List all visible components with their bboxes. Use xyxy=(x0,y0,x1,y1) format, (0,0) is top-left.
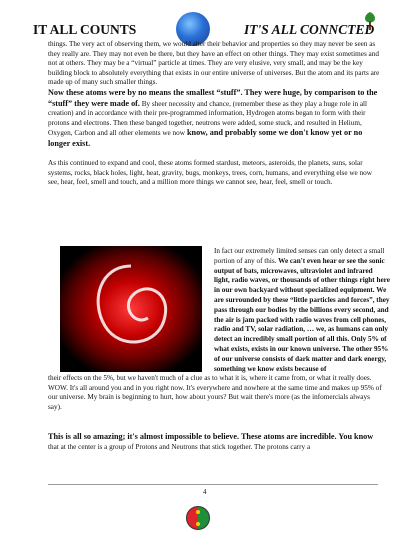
paragraph-3: As this continued to expand and cool, these atoms formed stardust, meteors, asteroids, the planets, suns, solar systems, rocks, black holes, light, heat, gravity, bugs, monkeys, trees, corn, humans, and everything else we now see, hear, feel, smell and touch, and a million more things we cannot see, hear, feel, smell or touch. xyxy=(48,159,372,187)
paragraph-5-bold: This is all so amazing; it's almost impossible to believe. These atoms are incredible. You know xyxy=(48,432,374,441)
header-right-title: IT'S ALL CONNCTED xyxy=(244,22,375,37)
right-column-text xyxy=(214,247,390,374)
yin-yang-icon xyxy=(186,506,210,530)
footer-divider xyxy=(48,484,378,485)
paragraph-4: their effects on the 5%, but we haven't much of a clue as to what it is, where it came from, or what it really does. WOW. It's all around you and in you right now. It's everywhere and nowhere at the same time and makes up 95% of our universe. My brain is beginning to hurt, how about yours? But wait there's more (as the infomercials always say). xyxy=(48,374,382,411)
paragraph-2-end: know, and probably some we don't know yet or no longer exist. xyxy=(48,128,363,148)
paragraph-2-text: By sheer necessity and chance, (remember these as they play a huge role in all creation) and in accordance with their pre-programmed information, Hydrogen atoms began to form with their protons and electrons. Then these banged together, neutrons were added, some stuck, and resulted in Helium, Oxygen, Carbon and all other elements we now xyxy=(48,99,368,138)
swirl-graphic xyxy=(60,246,202,372)
header-left-title: IT ALL COUNTS xyxy=(33,22,137,37)
paragraph-2 xyxy=(48,88,384,150)
paragraph-1: things. The very act of observing them, we would alter their behavior and properties so they may never be seen as they really are. They may not even be there, but they have an effect on other things. They may exist sometimes and not at others. They may be a “virtual” particle at times. They are very elusive, very small, and may be the key building block to absolutely everything that exists in our entire universe of universes. But the atom and its parts are made up of many such smaller things. xyxy=(48,40,380,87)
paragraph-5 xyxy=(48,432,384,452)
paragraph-5-text: that at the center is a group of Protons and Neutrons that stick together. The protons carry a xyxy=(48,442,311,451)
right-column-bold: We can't even hear or see the sonic output of bats, microwaves, ultraviolet and infrared light, radio waves, or thousands of other things right here in our own backyard without specialized equipment. We are surrounded by these “little particles and forces”, they pass through our bodies by the billions every second, and the air is jam packed with radio waves from cell phones, radio and TV, solar radiation, … we, as humans can only detect an incredibly small portion of all this. Only 5% of what exists, exists in our known universe. The other 95% of our universe consists of dark matter and dark energy, something we know exists because of xyxy=(214,256,390,373)
paragraph-2-bold: Now these atoms were by no means the smallest “stuff”. They were huge, by comparison to the “stuff” they were made of. xyxy=(48,88,378,108)
red-swirl-image xyxy=(60,246,202,372)
page-number: 4 xyxy=(203,488,207,496)
right-column-lead: In fact our extremely limited senses can only detect a small portion of any of this. xyxy=(214,247,385,265)
page-header xyxy=(0,10,420,40)
